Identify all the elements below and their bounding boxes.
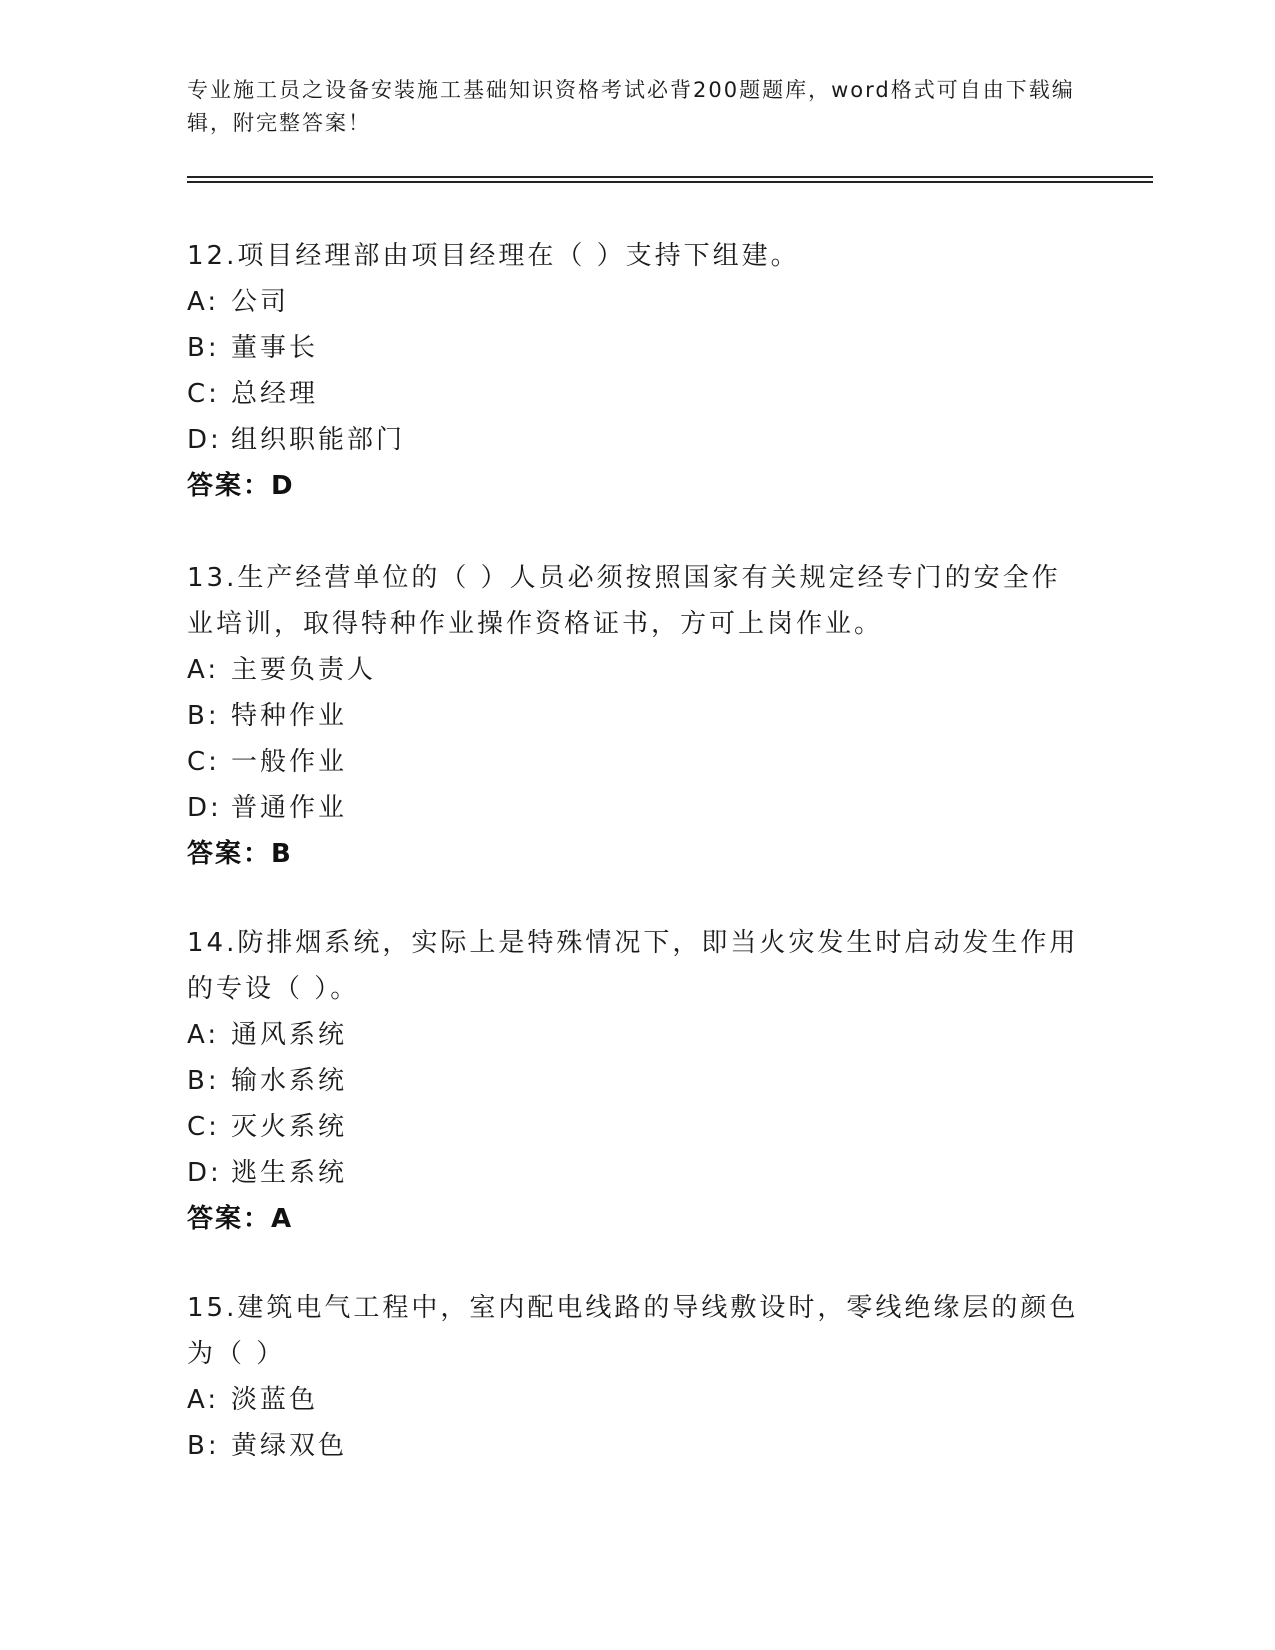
header-divider-bottom xyxy=(187,181,1153,183)
option-text: 董事长 xyxy=(231,333,319,363)
option-label: D: xyxy=(187,793,222,823)
option-b xyxy=(187,325,1087,371)
option-label: A: xyxy=(187,1020,220,1050)
option-label: C: xyxy=(187,1112,220,1142)
option-text: 通风系统 xyxy=(231,1020,348,1050)
answer: 答案：D xyxy=(187,471,295,501)
question-text: 14.防排烟系统，实际上是特殊情况下，即当火灾发生时启动发生作用的专设（ ）。 xyxy=(187,928,1079,1004)
option-label: C: xyxy=(187,747,220,777)
option-label: A: xyxy=(187,655,220,685)
document-header: 专业施工员之设备安装施工基础知识资格考试必背200题题库，word格式可自由下载编辑，附完整答案！ xyxy=(187,78,1075,135)
question-13 xyxy=(187,555,1087,877)
question-15 xyxy=(187,1285,1087,1469)
option-a xyxy=(187,1012,1087,1058)
option-label: A: xyxy=(187,287,220,317)
option-d xyxy=(187,417,1087,463)
option-a xyxy=(187,1377,1087,1423)
option-text: 一般作业 xyxy=(231,747,348,777)
option-b xyxy=(187,1423,1087,1469)
option-label: A: xyxy=(187,1385,220,1415)
option-c xyxy=(187,1104,1087,1150)
question-text: 13.生产经营单位的（ ）人员必须按照国家有关规定经专门的安全作业培训，取得特种作业操作资格证书，方可上岗作业。 xyxy=(187,563,1061,639)
question-14 xyxy=(187,920,1087,1242)
option-text: 淡蓝色 xyxy=(231,1385,319,1415)
option-b xyxy=(187,1058,1087,1104)
option-label: C: xyxy=(187,379,220,409)
option-text: 主要负责人 xyxy=(231,655,377,685)
question-text: 12.项目经理部由项目经理在（ ）支持下组建。 xyxy=(187,241,800,271)
option-d xyxy=(187,785,1087,831)
option-label: D: xyxy=(187,425,222,455)
option-label: B: xyxy=(187,1431,220,1461)
option-text: 逃生系统 xyxy=(231,1158,348,1188)
option-label: B: xyxy=(187,333,220,363)
option-b xyxy=(187,693,1087,739)
option-c xyxy=(187,739,1087,785)
option-text: 特种作业 xyxy=(231,701,348,731)
answer: 答案：A xyxy=(187,1204,294,1234)
option-label: D: xyxy=(187,1158,222,1188)
option-d xyxy=(187,1150,1087,1196)
option-text: 灭火系统 xyxy=(231,1112,348,1142)
answer: 答案：B xyxy=(187,839,293,869)
option-text: 总经理 xyxy=(231,379,319,409)
question-text: 15.建筑电气工程中，室内配电线路的导线敷设时，零线绝缘层的颜色为（ ） xyxy=(187,1293,1079,1369)
question-12 xyxy=(187,233,1087,509)
header-divider-top xyxy=(187,176,1153,178)
option-text: 组织职能部门 xyxy=(231,425,406,455)
option-a xyxy=(187,279,1087,325)
option-label: B: xyxy=(187,1066,220,1096)
option-c xyxy=(187,371,1087,417)
option-text: 黄绿双色 xyxy=(231,1431,348,1461)
option-text: 公司 xyxy=(231,287,290,317)
option-a xyxy=(187,647,1087,693)
option-text: 普通作业 xyxy=(231,793,348,823)
option-text: 输水系统 xyxy=(231,1066,348,1096)
option-label: B: xyxy=(187,701,220,731)
